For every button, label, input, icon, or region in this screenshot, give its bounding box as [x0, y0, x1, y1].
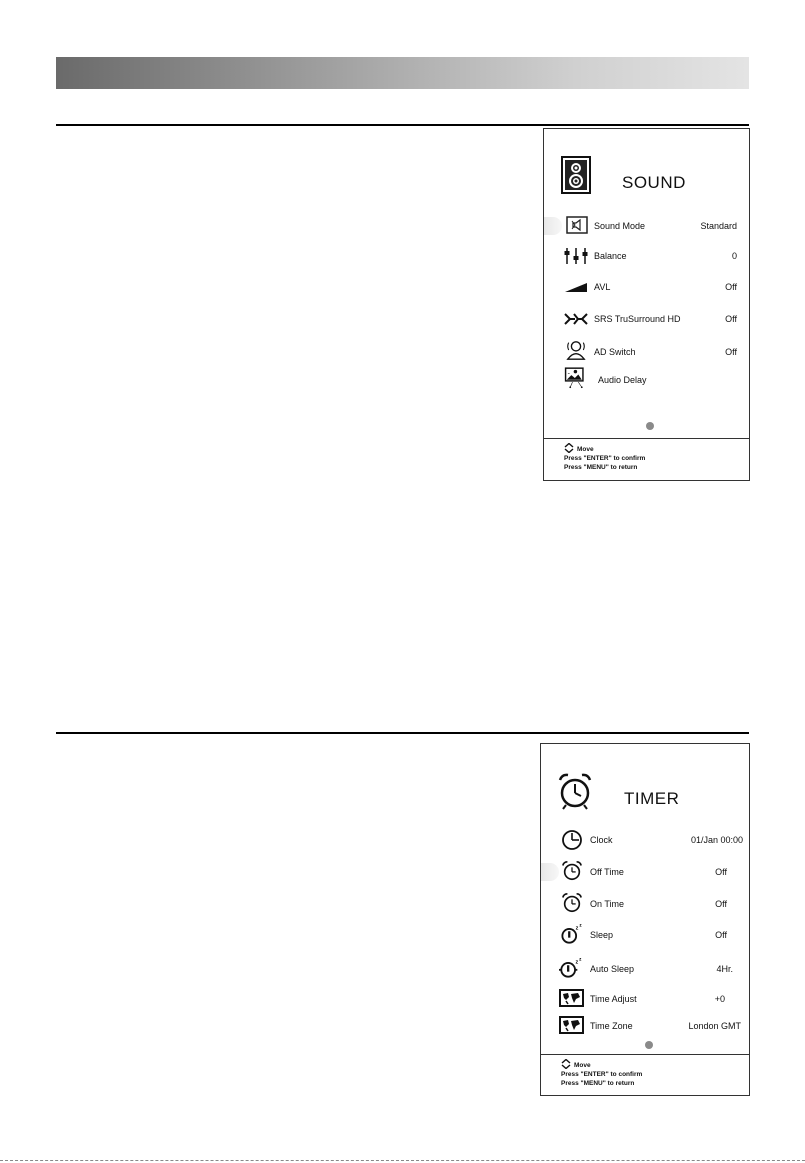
selection-highlight: [544, 217, 562, 235]
alarm-clock-icon: [559, 860, 585, 882]
menu-item-label: AD Switch: [594, 347, 636, 357]
speaker-icon: [561, 156, 591, 194]
balance-sliders-icon: [563, 245, 589, 267]
menu-item-sleep[interactable]: [541, 922, 749, 948]
menu-hint: Press "MENU" to return: [561, 1080, 635, 1087]
menu-item-value: 01/Jan 00:00: [690, 835, 743, 845]
auto-sleep-icon: [557, 957, 583, 979]
menu-item-label: Balance: [594, 251, 627, 261]
alarm-clock-icon: [557, 772, 593, 810]
clock-icon: [559, 829, 585, 851]
menu-item-auto-sleep[interactable]: [541, 956, 749, 982]
world-map-icon: [559, 1015, 585, 1037]
menu-item-on-time[interactable]: [541, 891, 749, 917]
menu-item-clock[interactable]: [541, 827, 749, 853]
svg-text:z: z: [579, 957, 582, 962]
menu-item-label: SRS TruSurround HD: [594, 314, 681, 324]
menu-item-srs-trusurround[interactable]: [544, 306, 749, 332]
menu-item-label: Sound Mode: [594, 221, 646, 231]
menu-item-label: AVL: [594, 282, 611, 292]
menu-item-value: Off: [725, 347, 737, 357]
menu-item-value: 0: [731, 251, 737, 261]
menu-item-value: Standard: [700, 221, 737, 231]
sound-menu-panel: [543, 128, 750, 481]
menu-item-ad-switch[interactable]: [544, 339, 749, 365]
enter-hint: Press "ENTER" to confirm: [561, 1071, 643, 1078]
menu-item-label: Sleep: [590, 930, 614, 940]
menu-item-off-time[interactable]: [541, 859, 749, 885]
world-map-icon: [559, 988, 585, 1010]
menu-item-balance[interactable]: [544, 243, 749, 269]
audio-delay-icon: [563, 367, 589, 389]
page-indicator-dot: [645, 1041, 653, 1049]
sleep-power-icon: [559, 923, 585, 945]
menu-item-audio-delay[interactable]: [544, 369, 749, 395]
section-rule-top: [56, 124, 749, 126]
svg-text:z: z: [579, 923, 582, 928]
menu-item-avl[interactable]: [544, 274, 749, 300]
enter-hint: Press "ENTER" to confirm: [564, 455, 646, 462]
sound-menu-title: SOUND: [622, 173, 686, 192]
audio-description-icon: [563, 339, 589, 361]
section-rule-bottom: [56, 732, 749, 734]
srs-icon: [563, 308, 589, 330]
up-down-arrows-icon: [561, 1059, 571, 1069]
menu-item-value: 4Hr.: [716, 964, 733, 974]
selection-highlight: [541, 863, 559, 881]
menu-item-label: Auto Sleep: [590, 964, 635, 974]
alarm-clock-icon: [559, 892, 585, 914]
menu-item-value: Off: [725, 282, 737, 292]
menu-item-value: +0: [714, 994, 725, 1004]
menu-item-label: On Time: [590, 899, 625, 909]
menu-item-value: Off: [715, 899, 727, 909]
up-down-arrows-icon: [564, 443, 574, 453]
menu-item-label: Audio Delay: [598, 375, 647, 385]
menu-item-label: Clock: [590, 835, 613, 845]
section-header-bar: [56, 57, 749, 89]
speaker-mode-icon: [565, 215, 591, 237]
volume-ramp-icon: [563, 276, 589, 298]
menu-item-value: Off: [715, 867, 727, 877]
menu-hint: Press "MENU" to return: [564, 464, 638, 471]
timer-menu-title: TIMER: [624, 789, 680, 808]
menu-item-sound-mode[interactable]: [544, 213, 749, 239]
menu-item-label: Time Adjust: [590, 994, 637, 1004]
move-hint: Move: [574, 1062, 591, 1069]
timer-menu-footer: [541, 1054, 749, 1097]
timer-menu-panel: [540, 743, 750, 1096]
menu-item-label: Off Time: [590, 867, 624, 877]
svg-text:z: z: [575, 959, 579, 966]
page-bottom-border: [0, 1160, 805, 1161]
menu-item-value: Off: [715, 930, 727, 940]
menu-item-label: Time Zone: [590, 1021, 633, 1031]
move-hint: Move: [577, 446, 594, 453]
menu-item-value: Off: [725, 314, 737, 324]
page-indicator-dot: [646, 422, 654, 430]
sound-menu-footer: [544, 438, 749, 482]
svg-text:z: z: [575, 925, 579, 932]
menu-item-value: London GMT: [688, 1021, 741, 1031]
menu-item-time-zone[interactable]: [541, 1013, 749, 1039]
menu-item-time-adjust[interactable]: [541, 986, 749, 1012]
